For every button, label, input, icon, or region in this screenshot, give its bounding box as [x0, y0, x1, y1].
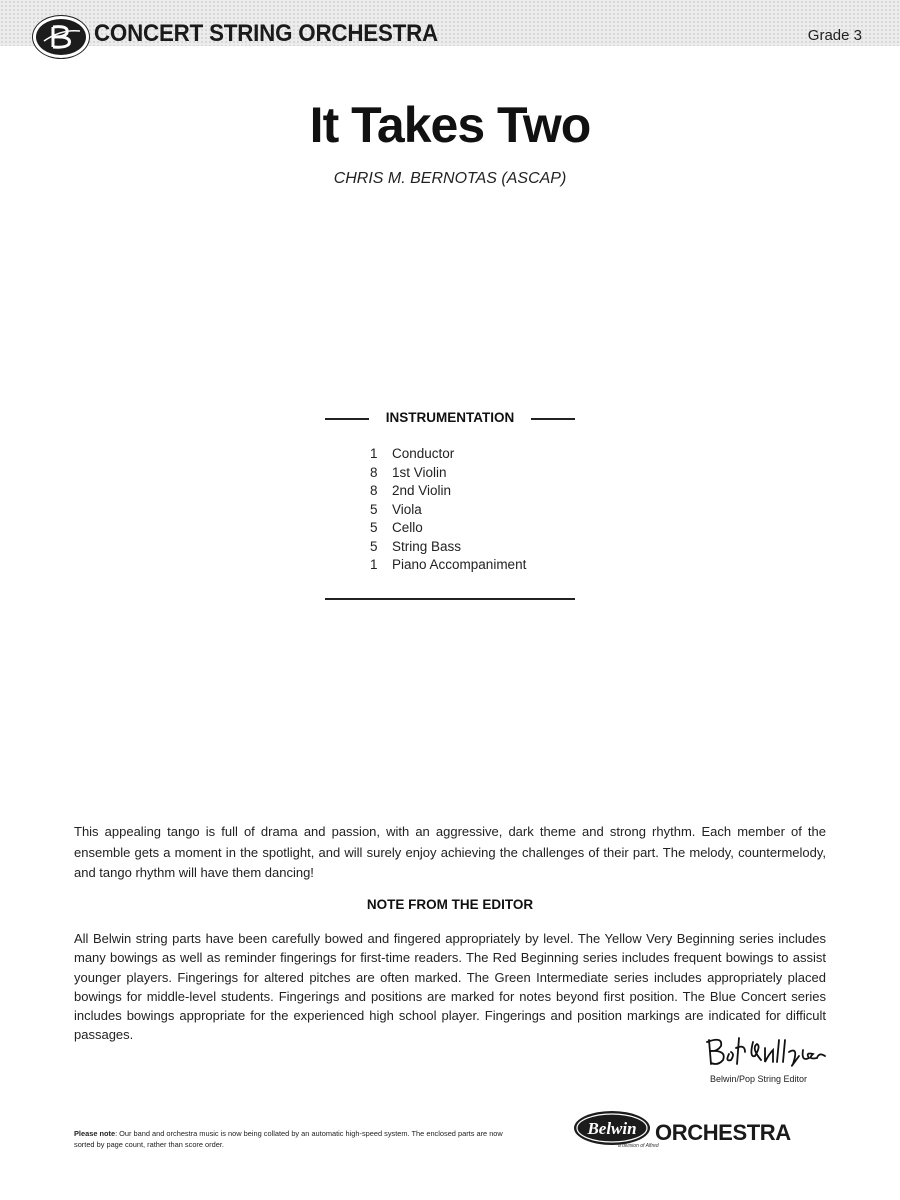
list-item [370, 465, 526, 484]
list-item [370, 502, 526, 521]
signature-caption: Belwin/Pop String Editor [710, 1074, 808, 1084]
piece-description: This appealing tango is full of drama and passion, with an aggressive, dark theme and strong rhythm. Each member of the ensemble gets a moment in the spotlight, and will surely enjoy achieving the challenges of their part. The melody, countermelody, and tango rhythm will have them dancing! [74, 824, 826, 880]
series-title: CONCERT STRING ORCHESTRA [94, 20, 438, 47]
instrument-name: 2nd Violin [392, 483, 452, 498]
footer-brand-sub: a division of Alfred [618, 1143, 659, 1149]
belwin-logo-text: Belwin [587, 1119, 637, 1138]
instrument-qty: 8 [370, 483, 378, 498]
belwin-b-logo-icon [33, 16, 89, 58]
instrument-qty: 8 [370, 464, 378, 480]
instrument-qty: 1 [370, 446, 378, 461]
instrument-qty: 5 [370, 501, 378, 517]
instrument-qty: 5 [370, 538, 378, 554]
instrument-name: Cello [392, 520, 423, 535]
instrumentation-heading-label: INSTRUMENTATION [385, 410, 515, 425]
instrument-name: Conductor [392, 446, 455, 461]
instrument-name: Piano Accompaniment [392, 557, 527, 572]
list-item [370, 539, 526, 558]
footer-brand: ORCHESTRA [655, 1120, 791, 1145]
instrument-name: Viola [392, 501, 422, 517]
composer-credit: CHRIS M. BERNOTAS (ASCAP) [333, 170, 567, 187]
list-item [370, 557, 526, 576]
list-item [370, 483, 526, 502]
belwin-orchestra-logo-icon [572, 1108, 652, 1148]
editor-note-body: All Belwin string parts have been carefully bowed and fingered appropriately by level. The Yellow Very Beginning series includes many bowings as well as reminder fingerings for first-time readers. The Red Beginning series includes frequent bowings to assist younger players. Fingerings for altered pitches are often marked. The Green Intermediate series includes appropriately placed bowings for middle-level students. Fingerings and positions are marked for notes beyond first position. The Blue Concert series includes bowings appropriate for the experienced high school player. Fingerings and position markings are indicated for difficult passages. [74, 931, 826, 1043]
instrument-qty: 5 [370, 520, 378, 535]
grade-label: Grade 3 [807, 27, 862, 44]
heading-rule-right [531, 418, 575, 420]
collation-notice-label: Please note [74, 1129, 116, 1138]
collation-notice-text: : Our band and orchestra music is now being collated by an automatic high-speed system. The enclosed parts are now sorted by page count, rather than score order. [74, 1129, 503, 1149]
instrument-qty: 1 [370, 557, 378, 572]
instrumentation-heading [325, 409, 575, 429]
editor-note-heading: NOTE FROM THE EDITOR [366, 897, 534, 912]
page-title: It Takes Two [309, 97, 591, 153]
list-item [370, 446, 526, 465]
instrumentation-bottom-rule [325, 598, 575, 600]
instrument-name: 1st Violin [392, 464, 447, 480]
editor-signature [703, 1034, 833, 1070]
collation-notice [74, 1128, 514, 1150]
instrumentation-list [370, 446, 526, 576]
list-item [370, 520, 526, 539]
instrument-name: String Bass [392, 538, 462, 554]
